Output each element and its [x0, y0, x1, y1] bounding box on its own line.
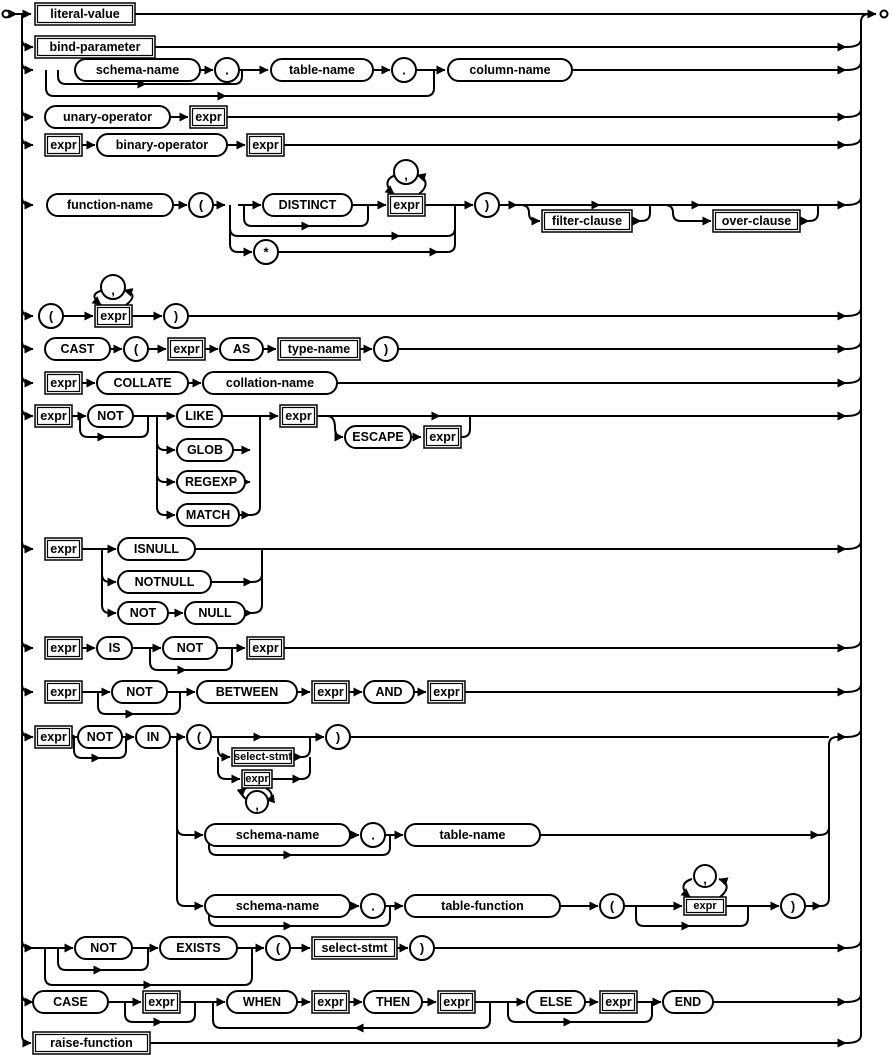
- node-label: binary-operator: [115, 138, 209, 152]
- rail-segment: [846, 1035, 861, 1043]
- node-open-paren: [124, 337, 148, 361]
- node-expr[interactable]: [600, 991, 637, 1013]
- node-binary-operator: [97, 134, 227, 156]
- node-label: table-name: [439, 828, 506, 842]
- node-expr[interactable]: [280, 405, 317, 427]
- node-label: AS: [232, 342, 251, 356]
- node-column-name: [448, 59, 572, 81]
- rail-segment: [846, 684, 861, 692]
- node-label: NOT: [90, 941, 117, 955]
- node-label: (: [48, 308, 54, 324]
- node-expr[interactable]: [247, 637, 284, 659]
- rail-segment: [157, 474, 175, 482]
- node-when: [227, 991, 297, 1013]
- node-label: ): [335, 729, 341, 745]
- node-between: [197, 681, 297, 703]
- node-expr[interactable]: [428, 681, 465, 703]
- node-label: ): [484, 197, 490, 213]
- node-label: WHEN: [242, 995, 282, 1009]
- node-expr[interactable]: [684, 897, 726, 915]
- node-label: ): [173, 308, 179, 324]
- node-label: NOT: [176, 641, 204, 655]
- node-label: (: [198, 197, 204, 213]
- node-collation-name: [203, 372, 337, 394]
- node-glob: [177, 439, 233, 461]
- node-open-paren: [600, 894, 624, 918]
- node-expr[interactable]: [190, 106, 227, 128]
- node-literal-value[interactable]: [35, 3, 135, 25]
- node-label: schema-name: [235, 828, 320, 842]
- node-expr[interactable]: [45, 372, 82, 394]
- node-label: ELSE: [539, 995, 573, 1009]
- node-filter-clause[interactable]: [542, 210, 632, 232]
- node-label: NOT: [86, 730, 114, 744]
- node-label: .: [402, 62, 406, 78]
- node-null: [185, 602, 245, 624]
- node-label: expr: [100, 309, 127, 323]
- node-dot: [361, 894, 385, 918]
- node-open-paren: [187, 725, 211, 749]
- node-label: AND: [375, 685, 403, 699]
- rail-segment: [124, 290, 133, 305]
- rail-segment: [22, 308, 33, 316]
- node-label: ,: [255, 797, 259, 813]
- rail-segment: [641, 205, 650, 221]
- rail-segment: [719, 879, 727, 897]
- entry-terminal-dot: [3, 11, 10, 18]
- rail-segment: [157, 416, 175, 515]
- node-expr[interactable]: [168, 338, 205, 360]
- rail-segment: [846, 197, 861, 205]
- node-open-paren: [266, 936, 290, 960]
- rail-segment: [22, 684, 33, 692]
- node-dot: [361, 823, 385, 847]
- node-label: *: [263, 244, 269, 260]
- node-open-paren: [189, 193, 213, 217]
- node-label: .: [371, 898, 375, 914]
- node-expr[interactable]: [388, 194, 425, 216]
- node-label: ESCAPE: [352, 430, 404, 444]
- node-like: [177, 405, 222, 427]
- rail-segment: [22, 940, 33, 948]
- node-label: type-name: [287, 342, 351, 356]
- node-label: select-stmt: [321, 941, 388, 955]
- rail-segment: [846, 994, 861, 1002]
- node-as: [220, 338, 263, 360]
- node-unary-operator: [45, 106, 170, 128]
- node-label: expr: [195, 110, 222, 124]
- node-label: LIKE: [185, 409, 214, 423]
- node-cast: [45, 338, 110, 360]
- node-label: NOTNULL: [134, 575, 195, 589]
- rail-segment: [22, 109, 33, 117]
- node-label: NOT: [97, 409, 124, 423]
- rail-segment: [22, 39, 33, 47]
- rail-segment: [438, 205, 455, 252]
- node-label: expr: [40, 409, 67, 423]
- rail-segment: [861, 14, 869, 1035]
- node-bind-parameter[interactable]: [35, 36, 155, 58]
- node-dot: [392, 58, 416, 82]
- node-expr[interactable]: [35, 405, 72, 427]
- node-comma: [246, 791, 268, 813]
- rail-segment: [22, 137, 33, 145]
- rail-segment: [821, 898, 829, 906]
- rail-segment: [302, 737, 310, 757]
- node-expr[interactable]: [45, 134, 82, 156]
- rail-segment: [250, 416, 260, 515]
- node-label: IS: [108, 641, 121, 655]
- node-expr[interactable]: [312, 681, 349, 703]
- node-not: [75, 937, 132, 959]
- node-label: schema-name: [235, 899, 320, 913]
- rail-segment: [809, 205, 818, 221]
- rail-lines: [3, 11, 888, 1044]
- rail-segment: [22, 640, 33, 648]
- node-label: ,: [404, 167, 408, 183]
- node-schema-name: [75, 59, 200, 81]
- node-open-paren: [39, 304, 63, 328]
- rail-segment: [482, 1002, 490, 1028]
- node-regexp: [177, 471, 245, 493]
- node-label: expr: [433, 685, 460, 699]
- node-label: CASE: [53, 995, 88, 1009]
- node-label: expr: [50, 376, 77, 390]
- node-table-function: [405, 895, 560, 917]
- node-label: ): [419, 940, 425, 956]
- node-label: unary-operator: [63, 110, 152, 124]
- node-label: expr: [252, 641, 279, 655]
- node-label: expr: [393, 198, 420, 212]
- rail-segment: [461, 416, 470, 437]
- node-is: [97, 637, 132, 659]
- node-label: THEN: [375, 995, 411, 1009]
- node-then: [364, 991, 422, 1013]
- node-dot: [215, 58, 239, 82]
- node-label: expr: [173, 342, 200, 356]
- rail-segment: [102, 574, 116, 582]
- node-expr[interactable]: [45, 538, 82, 560]
- node-label: expr: [50, 542, 77, 556]
- rail-segment: [177, 737, 203, 906]
- node-in: [136, 726, 170, 748]
- node-and: [364, 681, 414, 703]
- node-raise-function[interactable]: [33, 1032, 150, 1054]
- rail-segment: [846, 109, 861, 117]
- node-expr[interactable]: [247, 134, 284, 156]
- node-expr[interactable]: [45, 637, 82, 659]
- node-label: collation-name: [225, 376, 315, 390]
- node-label: function-name: [66, 198, 154, 212]
- node-label: expr: [317, 685, 344, 699]
- node-case: [33, 991, 108, 1013]
- node-label: expr: [443, 995, 470, 1009]
- node-label: MATCH: [185, 508, 231, 522]
- rail-segment: [22, 375, 33, 383]
- rail-segment: [846, 408, 861, 416]
- rail-segment: [230, 205, 252, 252]
- node-label: over-clause: [721, 214, 792, 228]
- node-label: NOT: [126, 685, 153, 699]
- node-label: ,: [111, 282, 115, 298]
- rail-segment: [177, 827, 203, 835]
- rail-segment: [829, 737, 846, 745]
- rail-segment: [683, 879, 692, 897]
- node-over-clause[interactable]: [713, 210, 800, 232]
- node-expr[interactable]: [95, 305, 132, 327]
- node-notnull: [118, 571, 211, 593]
- node-select-stmt[interactable]: [232, 748, 294, 766]
- rail-segment: [665, 205, 711, 221]
- node-label: NULL: [198, 606, 232, 620]
- rail-segment: [252, 549, 262, 582]
- node-function-name: [47, 194, 173, 216]
- node-table-name: [405, 824, 540, 846]
- node-label: literal-value: [50, 7, 120, 21]
- rail-segment: [22, 994, 33, 1002]
- node-isnull: [118, 538, 195, 560]
- rail-segment: [301, 757, 310, 779]
- rail-segment: [157, 442, 175, 450]
- node-escape: [345, 426, 411, 448]
- node-expr[interactable]: [242, 770, 272, 788]
- rail-segment: [846, 940, 861, 948]
- node-expr[interactable]: [438, 991, 475, 1013]
- rail-segment: [327, 416, 343, 437]
- rail-segment: [22, 197, 33, 205]
- node-close-paren: [164, 304, 188, 328]
- node-label: ,: [703, 871, 707, 887]
- node-label: raise-function: [50, 1036, 133, 1050]
- node-label: ): [790, 898, 796, 914]
- node-label: COLLATE: [113, 376, 172, 390]
- node-label: column-name: [469, 63, 551, 77]
- node-comma: [394, 160, 418, 184]
- node-label: expr: [252, 138, 279, 152]
- rail-segment: [819, 827, 829, 835]
- node-comma: [101, 275, 125, 299]
- node-label: filter-clause: [551, 214, 623, 228]
- node-label: (: [275, 940, 281, 956]
- node-not: [163, 637, 217, 659]
- node-close-paren: [410, 936, 434, 960]
- node-label: expr: [50, 685, 77, 699]
- node-label: schema-name: [95, 63, 180, 77]
- node-expr[interactable]: [45, 681, 82, 703]
- rail-segment: [230, 228, 400, 236]
- node-distinct: [263, 194, 352, 216]
- node-end: [663, 991, 713, 1013]
- node-label: expr: [50, 641, 77, 655]
- node-label: .: [371, 827, 375, 843]
- node-label: table-function: [441, 899, 524, 913]
- node-label: (: [609, 898, 615, 914]
- node-label: .: [225, 62, 229, 78]
- node-close-paren: [781, 894, 805, 918]
- node-not: [78, 726, 122, 748]
- rail-segment: [846, 62, 861, 70]
- rail-segment: [22, 541, 33, 549]
- node-expr[interactable]: [312, 991, 349, 1013]
- node-label: expr: [693, 900, 717, 912]
- node-label: bind-parameter: [49, 40, 141, 54]
- node-expr[interactable]: [143, 991, 180, 1013]
- rail-segment: [22, 408, 33, 416]
- rail-segment: [521, 205, 540, 221]
- node-label: expr: [317, 995, 344, 1009]
- rail-segment: [846, 375, 861, 383]
- node-label: EXISTS: [176, 941, 221, 955]
- node-label: ): [383, 341, 389, 357]
- node-expr[interactable]: [35, 726, 72, 748]
- rail-segment: [417, 175, 426, 194]
- rail-segment: [846, 640, 861, 648]
- node-label: CAST: [60, 342, 95, 356]
- rail-segment: [218, 737, 230, 757]
- node-label: expr: [40, 730, 67, 744]
- node-label: expr: [285, 409, 312, 423]
- node-label: table-name: [289, 63, 355, 77]
- node-schema-name: [205, 895, 350, 917]
- rail-segment: [846, 541, 861, 549]
- node-label: expr: [605, 995, 632, 1009]
- exit-terminal-dot: [881, 11, 888, 18]
- node-else: [527, 991, 585, 1013]
- node-label: BETWEEN: [215, 685, 279, 699]
- node-exists: [160, 937, 237, 959]
- node-label: NOT: [129, 606, 157, 620]
- node-close-paren: [374, 337, 398, 361]
- rail-segment: [846, 341, 861, 349]
- rail-segment: [846, 308, 861, 316]
- node-not: [118, 602, 168, 624]
- node-table-name: [271, 59, 373, 81]
- node-expr[interactable]: [424, 426, 461, 448]
- node-schema-name: [205, 824, 350, 846]
- node-label: GLOB: [186, 443, 224, 457]
- node-label: expr: [245, 773, 269, 785]
- node-label: select-stmt: [233, 751, 293, 763]
- rail-segment: [22, 729, 33, 737]
- node-comma: [694, 865, 716, 887]
- node-not: [88, 405, 133, 427]
- node-select-stmt[interactable]: [312, 937, 397, 959]
- rail-segment: [846, 39, 861, 47]
- node-star: [254, 240, 278, 264]
- rail-segment: [846, 729, 861, 737]
- node-label: DISTINCT: [278, 198, 337, 212]
- rail-segment: [22, 14, 31, 1043]
- node-label: expr: [50, 138, 77, 152]
- node-label: REGEXP: [184, 475, 238, 489]
- node-label: END: [674, 995, 702, 1009]
- node-label: (: [133, 341, 139, 357]
- node-label: ISNULL: [133, 542, 180, 556]
- rail-segment: [846, 137, 861, 145]
- rail-segment: [22, 62, 33, 70]
- node-close-paren: [475, 193, 499, 217]
- node-collate: [97, 372, 188, 394]
- node-type-name[interactable]: [278, 338, 360, 360]
- node-label: expr: [148, 995, 175, 1009]
- node-label: expr: [429, 430, 456, 444]
- rail-segment: [636, 906, 690, 926]
- node-match: [177, 504, 239, 526]
- diagram-nodes: [33, 3, 805, 1054]
- node-close-paren: [326, 725, 350, 749]
- rail-segment: [22, 341, 33, 349]
- node-label: IN: [146, 730, 160, 744]
- node-label: (: [196, 729, 202, 745]
- node-not: [112, 681, 167, 703]
